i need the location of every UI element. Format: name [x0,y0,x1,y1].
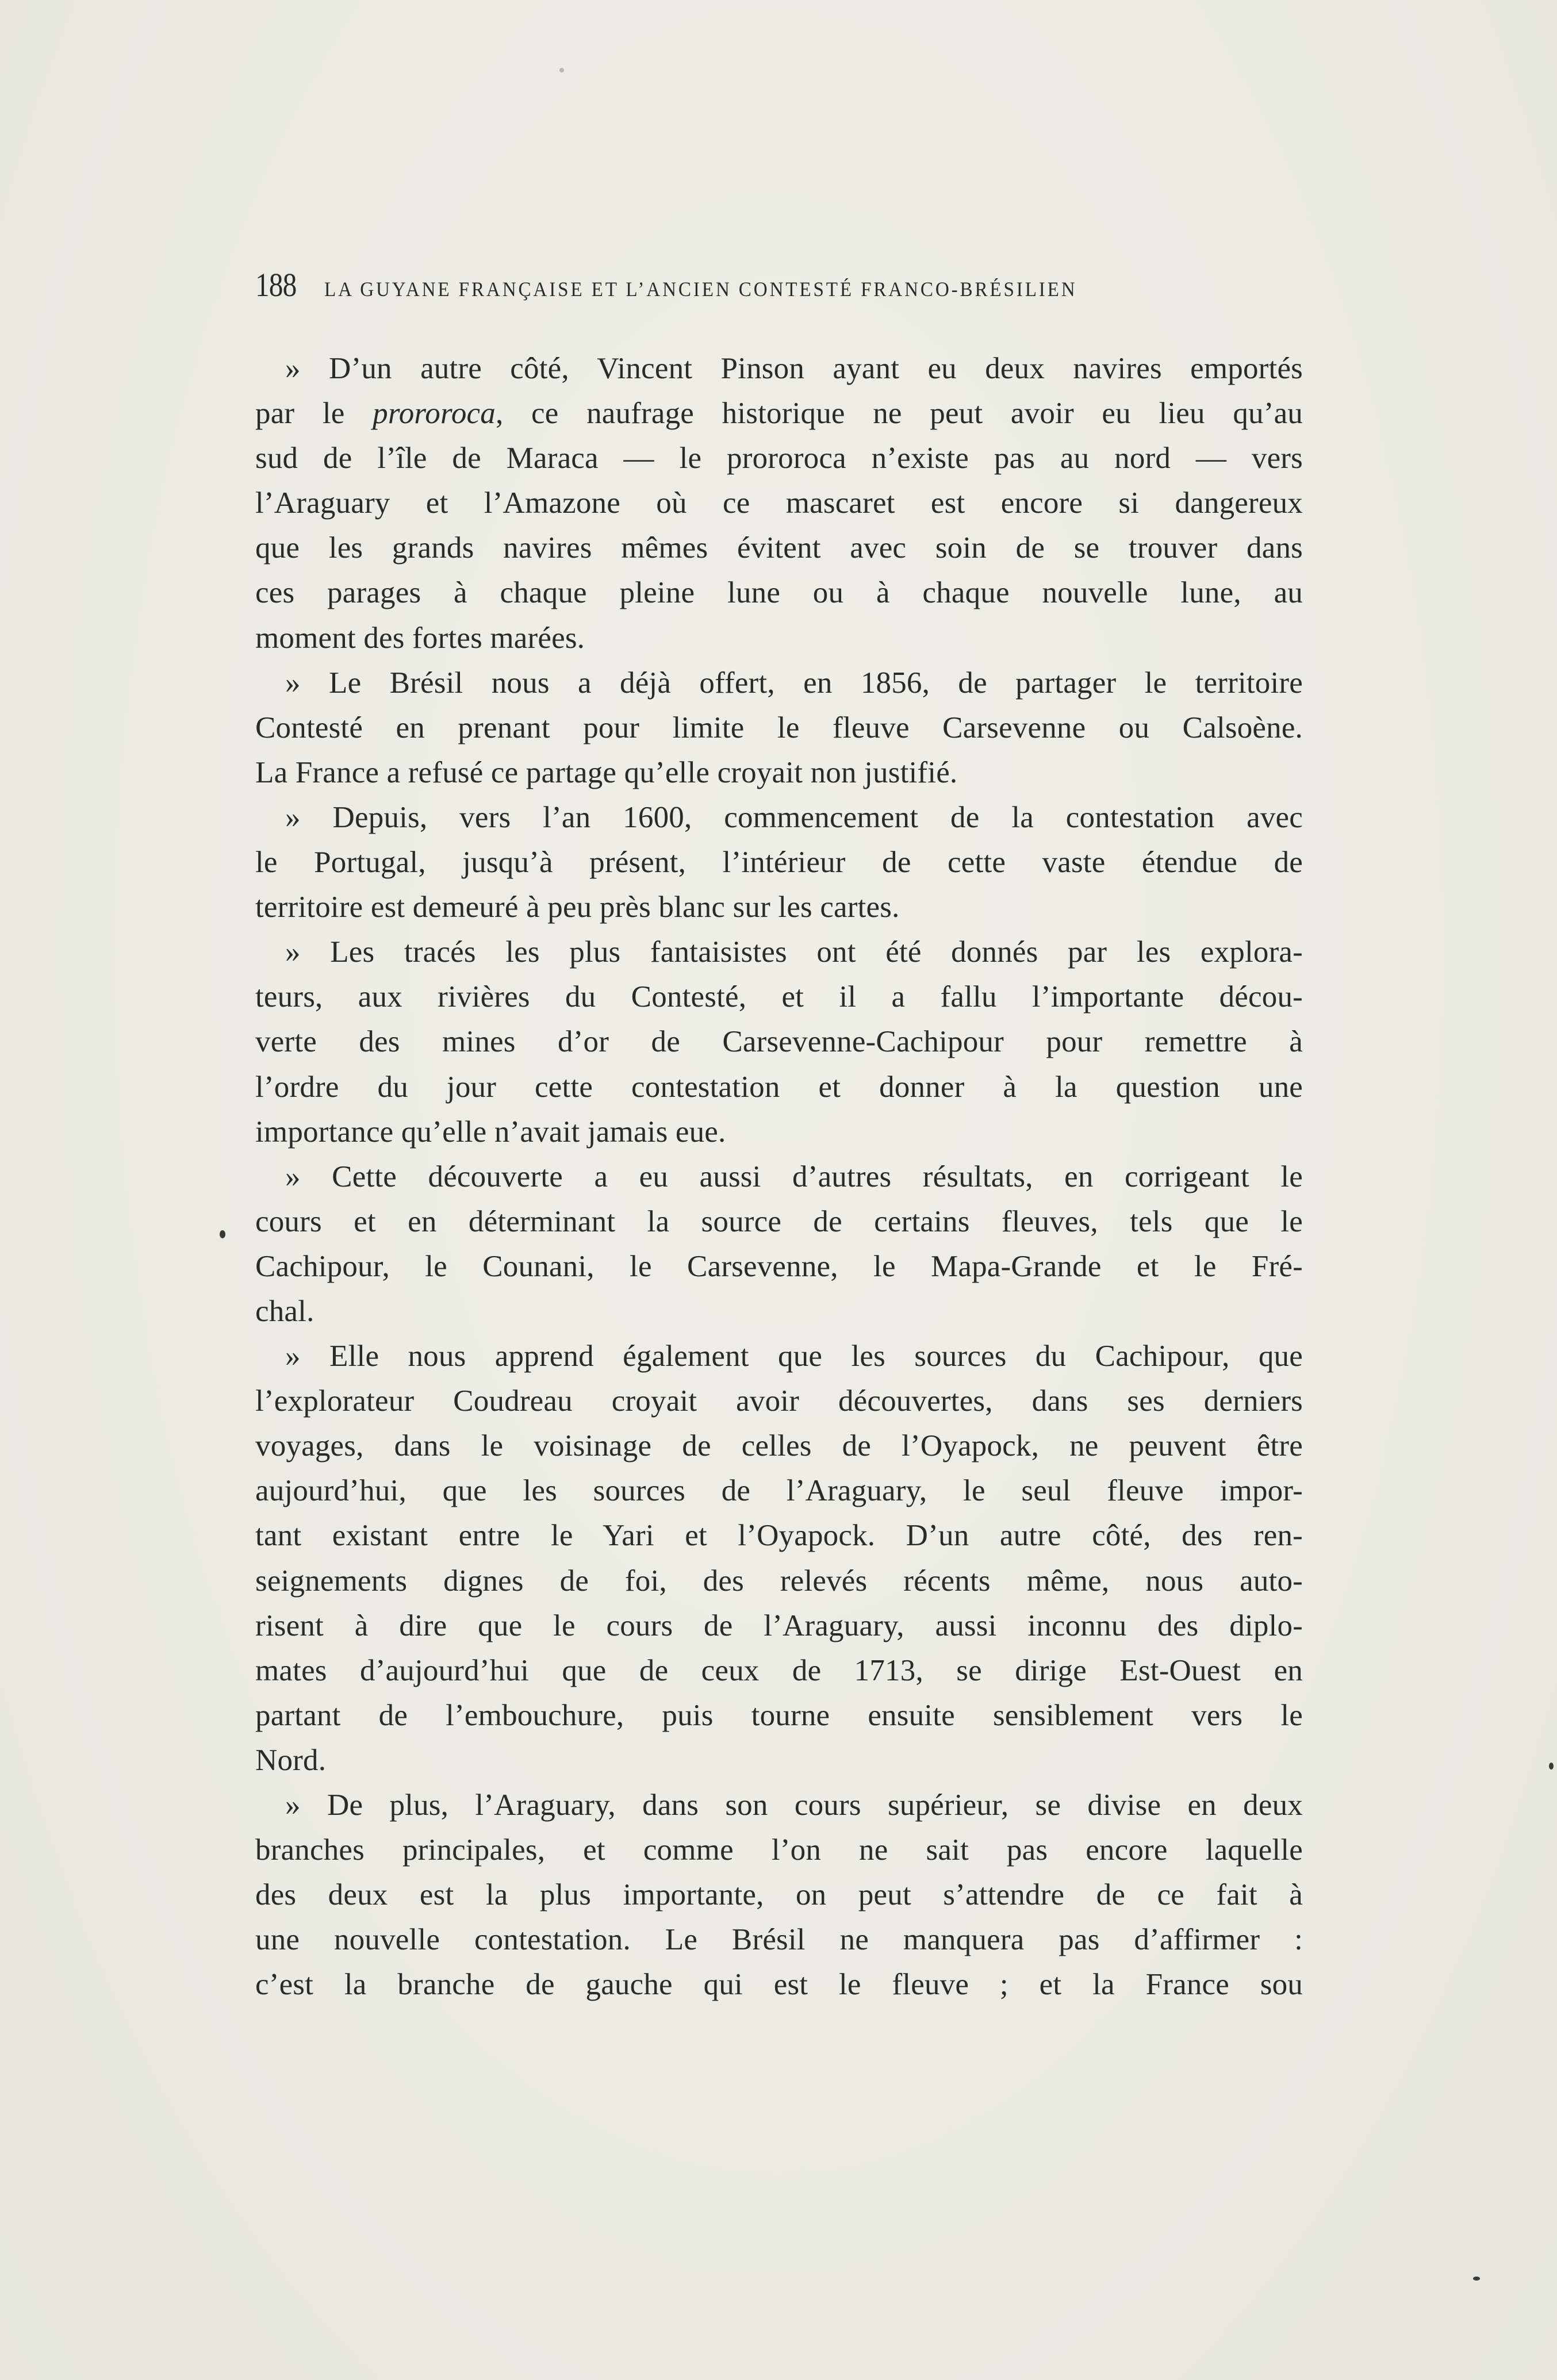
text-line: aujourd’hui, que les sources de l’Araguary, le seul fleuve impor- [255,1474,1303,1508]
text-line: » Elle nous apprend également que les sources du Cachipour, que [285,1339,1303,1373]
text-line: voyages, dans le voisinage de celles de l’Oyapock, ne peuvent être [255,1429,1303,1463]
text-line: » De plus, l’Araguary, dans son cours supérieur, se divise en deux [285,1788,1303,1822]
text-line: » Cette découverte a eu aussi d’autres résultats, en corrigeant le [285,1160,1303,1193]
text-run: , ce naufrage historique ne peut avoir eu lieu qu’au [495,397,1303,431]
page-number: 188 [255,266,297,304]
text-line: l’Araguary et l’Amazone où ce mascaret est encore si dangereux [255,486,1303,520]
text-line: chal. [255,1294,315,1328]
text-line: partant de l’embouchure, puis tourne ensuite sensiblement vers le [255,1698,1303,1732]
page-speck [1549,1763,1554,1769]
text-line [255,391,1303,436]
text-line: seignements dignes de foi, des relevés récents même, nous auto- [255,1564,1303,1598]
text-line: teurs, aux rivières du Contesté, et il a fallu l’importante décou- [255,980,1303,1014]
text-line: que les grands navires mêmes évitent avec soin de se trouver dans [255,531,1303,565]
text-line: des deux est la plus importante, on peut s’attendre de ce fait à [255,1878,1303,1912]
text-run: par le [255,397,373,431]
text-line: Cachipour, le Counani, le Carsevenne, le Mapa-Grande et le Fré- [255,1249,1303,1283]
text-line: Contesté en prenant pour limite le fleuve Carsevenne ou Calsoène. [255,711,1303,744]
page-speck [1473,2277,1480,2281]
text-line: l’ordre du jour cette contestation et donner à la question une [255,1070,1303,1104]
text-line: une nouvelle contestation. Le Brésil ne manquera pas d’affirmer : [255,1923,1303,1957]
text-line: mates d’aujourd’hui que de ceux de 1713, se dirige Est-Ouest en [255,1653,1303,1687]
text-line: cours et en déterminant la source de certains fleuves, tels que le [255,1204,1303,1238]
text-line: branches principales, et comme l’on ne sait pas encore laquelle [255,1833,1303,1867]
text-line: territoire est demeuré à peu près blanc sur les cartes. [255,890,900,924]
text-line: Nord. [255,1743,327,1777]
text-line: » Depuis, vers l’an 1600, commencement de la contestation avec [285,800,1303,834]
text-line: l’explorateur Coudreau croyait avoir découvertes, dans ses derniers [255,1384,1303,1418]
text-line: risent à dire que le cours de l’Araguary, aussi inconnu des diplo- [255,1609,1303,1642]
text-line: ces parages à chaque pleine lune ou à chaque nouvelle lune, au [255,576,1303,610]
page-speck [559,68,564,72]
text-line: le Portugal, jusqu’à présent, l’intérieur de cette vaste étendue de [255,846,1303,880]
page-speck [220,1230,225,1238]
running-head [255,266,1290,306]
text-line: sud de l’île de Maraca — le prororoca n’existe pas au nord — vers [255,442,1303,475]
text-line: verte des mines d’or de Carsevenne-Cachipour pour remettre à [255,1025,1303,1059]
text-line: » Les tracés les plus fantaisistes ont été donnés par les explora- [285,935,1303,969]
text-line: moment des fortes marées. [255,621,585,655]
text-line: » D’un autre côté, Vincent Pinson ayant eu deux navires emportés [285,352,1303,385]
body-text [255,346,1303,2007]
text-line: importance qu’elle n’avait jamais eue. [255,1115,726,1149]
text-line: » Le Brésil nous a déjà offert, en 1856, de partager le territoire [285,666,1303,700]
running-title: LA GUYANE FRANÇAISE ET L’ANCIEN CONTESTÉ FRANCO-BRÉSILIEN [324,278,1077,301]
italic-term: prororoca [373,397,496,431]
text-line: La France a refusé ce partage qu’elle croyait non justifié. [255,755,958,789]
text-line: c’est la branche de gauche qui est le fleuve ; et la France sou [255,1968,1303,2002]
text-line: tant existant entre le Yari et l’Oyapock. D’un autre côté, des ren- [255,1519,1303,1553]
